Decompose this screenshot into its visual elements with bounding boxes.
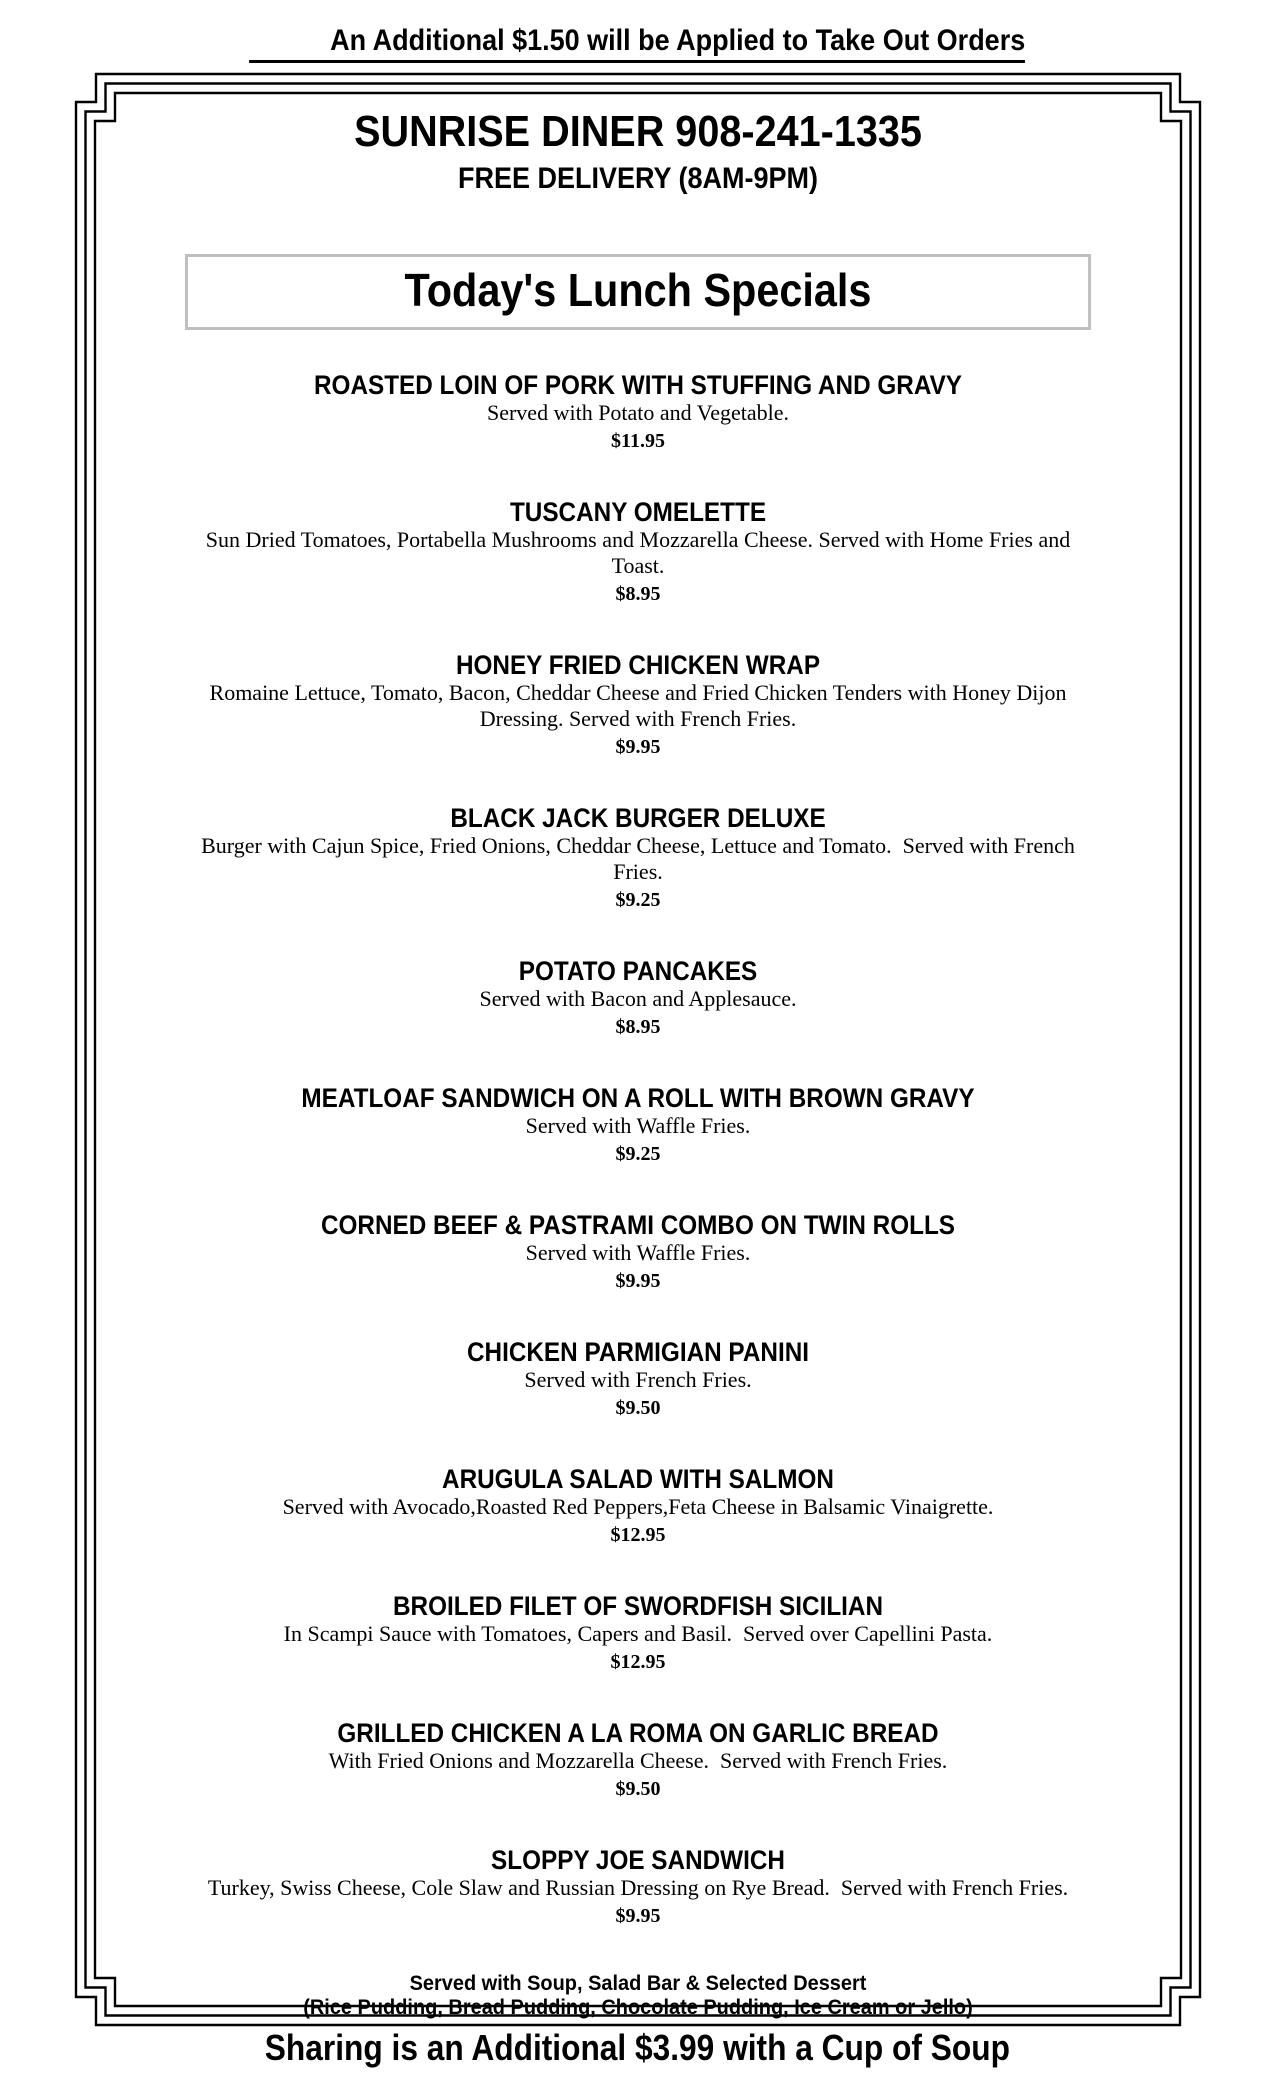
menu-item-price: $8.95 [615, 1016, 661, 1038]
free-delivery-subtitle: FREE DELIVERY (8AM-9PM) [457, 162, 819, 195]
menu-item [96, 1083, 1180, 1166]
menu-item-description: Burger with Cajun Spice, Fried Onions, Cheddar Cheese, Lettuce and Tomato. Served with French Fries. [201, 833, 1081, 884]
specials-title-box [185, 254, 1091, 330]
menu-item-name: HONEY FRIED CHICKEN WRAP [455, 650, 821, 680]
menu-item-description: Served with Potato and Vegetable. [486, 400, 790, 425]
menu-item [96, 1337, 1180, 1420]
menu-item-description: Served with Waffle Fries. [525, 1240, 751, 1265]
menu-items-list [96, 370, 1180, 1928]
menu-item-description: Turkey, Swiss Cheese, Cole Slaw and Russian Dressing on Rye Bread. Served with French Fries. [207, 1875, 1069, 1900]
menu-item-name: ROASTED LOIN OF PORK WITH STUFFING AND GRAVY [314, 370, 962, 400]
menu-item-description: Served with Avocado,Roasted Red Peppers,Feta Cheese in Balsamic Vinaigrette. [282, 1494, 994, 1519]
menu-item [96, 803, 1180, 912]
menu-item-name: ARUGULA SALAD WITH SALMON [442, 1464, 834, 1494]
menu-item-description: Romaine Lettuce, Tomato, Bacon, Cheddar Cheese and Fried Chicken Tenders with Honey Dijon Dressing. Served with French Fries. [209, 680, 1072, 731]
menu-item-description: Served with French Fries. [524, 1367, 752, 1392]
menu-body [96, 94, 1180, 2020]
diner-title: SUNRISE DINER 908-241-1335 [354, 107, 922, 156]
menu-item-price: $9.95 [615, 1905, 661, 1927]
menu-item-price: $9.50 [615, 1778, 661, 1800]
menu-item-price: $9.50 [615, 1397, 661, 1419]
menu-item-price: $9.25 [615, 1143, 661, 1165]
included-sides-line1: Served with Soup, Salad Bar & Selected Dessert [409, 1972, 867, 1995]
menu-item-description: In Scampi Sauce with Tomatoes, Capers and Basil. Served over Capellini Pasta. [283, 1621, 993, 1646]
specials-title: Today's Lunch Specials [404, 264, 872, 316]
menu-item-description: Served with Waffle Fries. [525, 1113, 751, 1138]
menu-item [96, 1464, 1180, 1547]
takeout-surcharge-text: An Additional $1.50 will be Applied to Take Out Orders [249, 24, 1025, 63]
menu-item-price: $11.95 [611, 430, 665, 452]
menu-item [96, 1718, 1180, 1801]
menu-item-name: SLOPPY JOE SANDWICH [491, 1845, 785, 1875]
menu-item-name: CORNED BEEF & PASTRAMI COMBO ON TWIN ROLLS [320, 1210, 956, 1240]
menu-item-price: $8.95 [615, 583, 661, 605]
menu-item-name: BROILED FILET OF SWORDFISH SICILIAN [392, 1591, 884, 1621]
menu-item [96, 1591, 1180, 1674]
menu-item [96, 370, 1180, 453]
menu-item-price: $12.95 [610, 1651, 666, 1673]
menu-item [96, 497, 1180, 606]
menu-item [96, 1845, 1180, 1928]
menu-item-description: Sun Dried Tomatoes, Portabella Mushrooms and Mozzarella Cheese. Served with Home Fries and Toast. [205, 527, 1076, 578]
menu-item-name: MEATLOAF SANDWICH ON A ROLL WITH BROWN GRAVY [301, 1083, 975, 1113]
included-sides-note [96, 1972, 1180, 2020]
menu-item [96, 1210, 1180, 1293]
included-sides-line2: (Rice Pudding, Bread Pudding, Chocolate Pudding, Ice Cream or Jello) [303, 1996, 973, 2019]
menu-item-name: CHICKEN PARMIGIAN PANINI [466, 1337, 809, 1367]
menu-item [96, 956, 1180, 1039]
menu-item-name: TUSCANY OMELETTE [509, 497, 767, 527]
sharing-charge-banner [0, 2028, 1275, 2068]
menu-item-name: POTATO PANCAKES [518, 956, 758, 986]
sharing-charge-text: Sharing is an Additional $3.99 with a Cup of Soup [264, 2027, 1011, 2068]
menu-item-name: GRILLED CHICKEN A LA ROMA ON GARLIC BREAD [337, 1718, 939, 1748]
menu-item-name: BLACK JACK BURGER DELUXE [450, 803, 826, 833]
menu-item-price: $9.95 [615, 1270, 661, 1292]
menu-item [96, 650, 1180, 759]
menu-item-price: $9.25 [615, 889, 661, 911]
menu-item-description: Served with Bacon and Applesauce. [479, 986, 797, 1011]
menu-item-price: $9.95 [615, 736, 661, 758]
menu-item-price: $12.95 [610, 1524, 666, 1546]
menu-item-description: With Fried Onions and Mozzarella Cheese. Served with French Fries. [328, 1748, 948, 1773]
